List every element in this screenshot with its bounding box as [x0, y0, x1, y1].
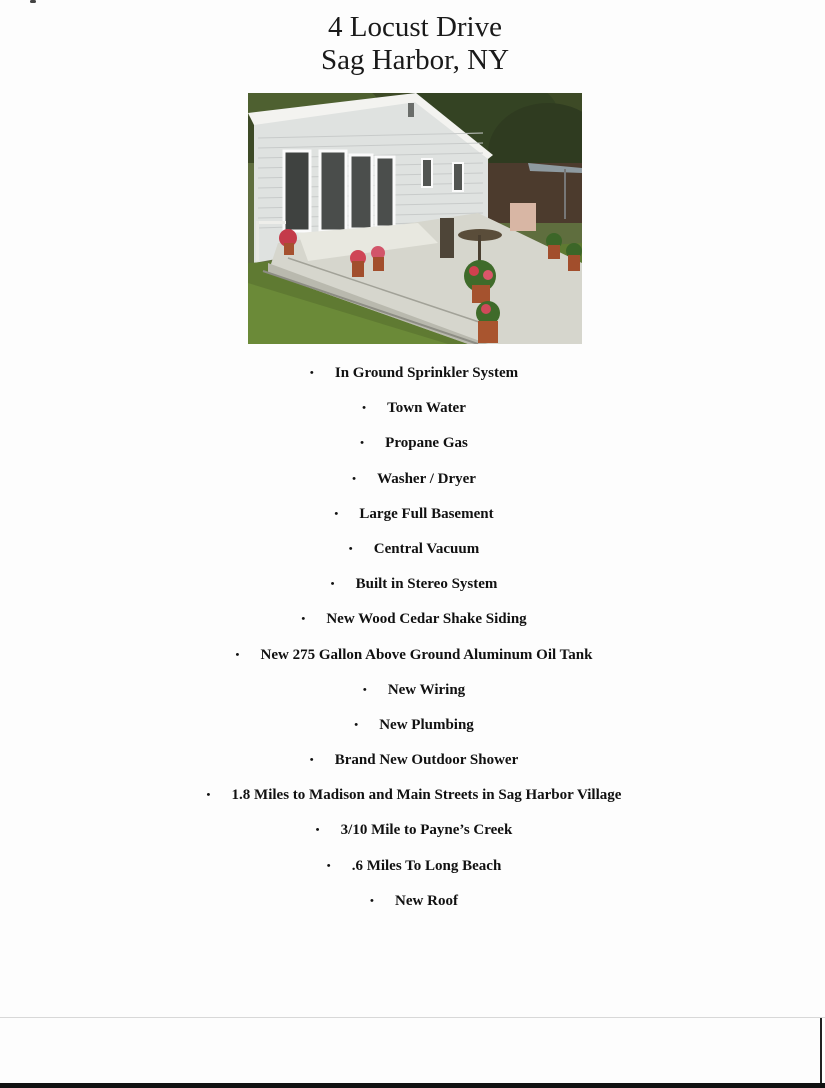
list-item — [0, 532, 825, 567]
feature-text: New 275 Gallon Above Ground Aluminum Oil Tank — [260, 646, 593, 663]
bullet-icon: • — [309, 754, 314, 767]
feature-text: Central Vacuum — [373, 540, 480, 557]
bullet-icon: • — [362, 683, 367, 696]
feature-text: Brand New Outdoor Shower — [334, 752, 519, 769]
feature-text: .6 Miles To Long Beach — [351, 857, 502, 874]
listing-location: Sag Harbor, NY — [320, 44, 510, 76]
bullet-icon: • — [334, 507, 339, 520]
bullet-icon: • — [315, 824, 320, 837]
bullet-icon: • — [354, 718, 359, 731]
list-item — [0, 743, 825, 778]
list-item — [0, 778, 825, 813]
listing-title: 4 Locust Drive — [328, 11, 502, 43]
feature-text: New Wiring — [387, 681, 466, 698]
bullet-icon: • — [362, 402, 366, 415]
bullet-icon: • — [326, 859, 331, 872]
feature-list — [0, 356, 825, 919]
feature-text: In Ground Sprinkler System — [334, 365, 519, 381]
scan-artifact — [30, 0, 36, 3]
list-item — [0, 567, 825, 602]
house-with-patio-photo — [248, 93, 582, 344]
bullet-icon: • — [206, 789, 211, 802]
list-item — [0, 638, 825, 673]
feature-text: New Plumbing — [379, 716, 474, 733]
feature-text: Large Full Basement — [359, 505, 494, 522]
feature-text: New Wood Cedar Shake Siding — [326, 611, 527, 628]
list-item — [0, 884, 825, 919]
feature-text: Propane Gas — [385, 435, 468, 452]
scan-border-right — [820, 1018, 822, 1088]
list-item — [0, 497, 825, 532]
feature-text: New Roof — [395, 892, 458, 909]
list-item — [0, 849, 825, 884]
feature-text: Washer / Dryer — [377, 470, 476, 487]
bullet-icon: • — [370, 894, 374, 907]
bullet-icon: • — [348, 542, 353, 555]
bullet-icon: • — [309, 367, 314, 379]
bullet-icon: • — [352, 472, 356, 485]
list-item — [0, 356, 825, 391]
list-item — [0, 426, 825, 461]
list-item — [0, 708, 825, 743]
list-item — [0, 391, 825, 426]
feature-text: Built in Stereo System — [355, 576, 498, 593]
list-item — [0, 602, 825, 637]
list-item — [0, 462, 825, 497]
bullet-icon: • — [360, 437, 365, 450]
scan-border-bottom — [0, 1083, 825, 1088]
list-item — [0, 673, 825, 708]
bullet-icon: • — [330, 578, 335, 591]
bullet-icon: • — [235, 648, 240, 661]
feature-text: 1.8 Miles to Madison and Main Streets in Sag Harbor Village — [231, 787, 622, 804]
feature-text: Town Water — [387, 400, 466, 417]
feature-text: 3/10 Mile to Payne’s Creek — [340, 822, 513, 839]
page-edge-divider — [0, 1017, 825, 1018]
list-item — [0, 813, 825, 848]
bullet-icon: • — [301, 613, 306, 626]
